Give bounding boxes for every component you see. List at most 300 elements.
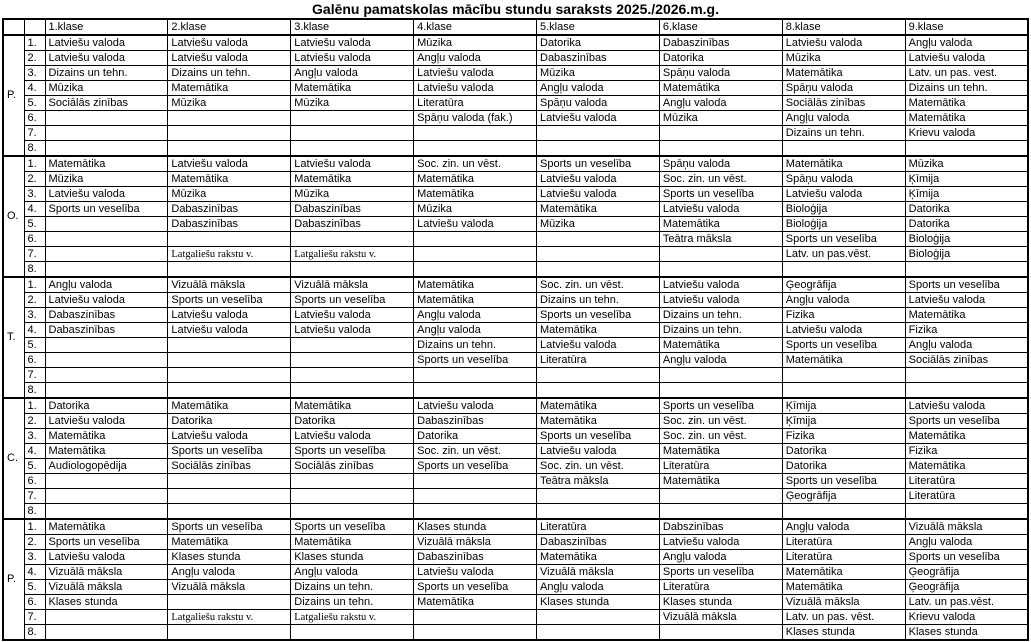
- timetable-table: [2, 18, 1029, 641]
- subject-cell: Mūzika: [168, 96, 291, 111]
- subject-cell: Angļu valoda: [168, 565, 291, 580]
- subject-cell: Matemātika: [782, 66, 905, 81]
- subject-cell: [45, 141, 168, 157]
- subject-cell: Dabaszinības: [291, 202, 414, 217]
- subject-cell: Sports un veselība: [537, 308, 660, 323]
- subject-cell: Ģeogrāfija: [905, 580, 1028, 595]
- subject-cell: Literatūra: [537, 353, 660, 368]
- subject-cell: Latviešu valoda: [537, 187, 660, 202]
- subject-cell: [414, 610, 537, 625]
- subject-cell: Ķīmija: [782, 398, 905, 414]
- subject-cell: Vizuālā māksla: [905, 519, 1028, 535]
- subject-cell: [168, 368, 291, 383]
- subject-cell: Bioloģija: [782, 202, 905, 217]
- period-number: 8.: [24, 383, 45, 399]
- subject-cell: Dizains un tehn.: [659, 308, 782, 323]
- period-number: 2.: [24, 293, 45, 308]
- subject-cell: [168, 232, 291, 247]
- subject-cell: Soc. zin. un vēst.: [537, 277, 660, 293]
- subject-cell: Spāņu valoda: [537, 96, 660, 111]
- subject-cell: Latv. un pas.vēst.: [782, 247, 905, 262]
- day-label: T.: [3, 277, 24, 398]
- subject-cell: Sociālās zinības: [45, 96, 168, 111]
- subject-cell: Literatūra: [782, 535, 905, 550]
- header-row: [3, 19, 1028, 35]
- subject-cell: Dabaszinības: [659, 35, 782, 51]
- subject-cell: Fizika: [905, 323, 1028, 338]
- subject-cell: [537, 383, 660, 399]
- subject-cell: [45, 489, 168, 504]
- period-number: 2.: [24, 51, 45, 66]
- subject-cell: Dabszinības: [659, 519, 782, 535]
- subject-cell: Spāņu valoda (fak.): [414, 111, 537, 126]
- subject-cell: Matemātika: [168, 398, 291, 414]
- subject-cell: Latv. un pas.vēst.: [905, 595, 1028, 610]
- subject-cell: [168, 504, 291, 520]
- subject-cell: Matemātika: [291, 81, 414, 96]
- period-row: [3, 217, 1028, 232]
- subject-cell: Matemātika: [45, 156, 168, 172]
- subject-cell: Soc. zin. un vēst.: [659, 414, 782, 429]
- period-number: 1.: [24, 398, 45, 414]
- subject-cell: Matemātika: [905, 459, 1028, 474]
- subject-cell: [905, 141, 1028, 157]
- period-number: 8.: [24, 262, 45, 278]
- subject-cell: Matemātika: [782, 580, 905, 595]
- subject-cell: Angļu valoda: [414, 323, 537, 338]
- period-number: 4.: [24, 81, 45, 96]
- subject-cell: Latviešu valoda: [291, 156, 414, 172]
- subject-cell: Latviešu valoda: [291, 35, 414, 51]
- subject-cell: Mūzika: [414, 202, 537, 217]
- subject-cell: Matemātika: [291, 535, 414, 550]
- subject-cell: Vizuālā māksla: [537, 565, 660, 580]
- subject-cell: Latviešu valoda: [168, 323, 291, 338]
- subject-cell: Dabaszinības: [168, 202, 291, 217]
- subject-cell: [291, 232, 414, 247]
- subject-cell: Soc. zin. un vēst.: [659, 429, 782, 444]
- subject-cell: Sports un veselība: [905, 550, 1028, 565]
- period-row: [3, 81, 1028, 96]
- subject-cell: [168, 625, 291, 641]
- subject-cell: Matemātika: [168, 172, 291, 187]
- subject-cell: [414, 383, 537, 399]
- subject-cell: Angļu valoda: [659, 550, 782, 565]
- subject-cell: Latv. un pas. vest.: [905, 66, 1028, 81]
- subject-cell: [537, 504, 660, 520]
- period-number: 6.: [24, 232, 45, 247]
- subject-cell: Latviešu valoda: [168, 156, 291, 172]
- subject-cell: Klases stunda: [782, 625, 905, 641]
- subject-cell: Sports un veselība: [414, 353, 537, 368]
- subject-cell: Latviešu valoda: [45, 35, 168, 51]
- period-row: [3, 66, 1028, 81]
- column-header: 9.klase: [905, 19, 1028, 35]
- subject-cell: Vizuālā māksla: [659, 610, 782, 625]
- subject-cell: Vizuālā māksla: [45, 565, 168, 580]
- subject-cell: [291, 111, 414, 126]
- subject-cell: Latviešu valoda: [537, 444, 660, 459]
- period-row: [3, 232, 1028, 247]
- subject-cell: Dizains un tehn.: [782, 126, 905, 141]
- subject-cell: [168, 474, 291, 489]
- subject-cell: Matemātika: [414, 187, 537, 202]
- subject-cell: [659, 262, 782, 278]
- subject-cell: Latviešu valoda: [414, 81, 537, 96]
- subject-cell: [45, 625, 168, 641]
- subject-cell: Mūzika: [45, 172, 168, 187]
- subject-cell: [45, 610, 168, 625]
- subject-cell: Spāņu valoda: [782, 172, 905, 187]
- column-header: 6.klase: [659, 19, 782, 35]
- subject-cell: Latviešu valoda: [414, 398, 537, 414]
- subject-cell: [291, 338, 414, 353]
- subject-cell: Klases stunda: [537, 595, 660, 610]
- subject-cell: [537, 247, 660, 262]
- day-block-1: [3, 35, 1028, 156]
- subject-cell: Latviešu valoda: [659, 277, 782, 293]
- period-number: 7.: [24, 489, 45, 504]
- subject-cell: [659, 625, 782, 641]
- period-row: [3, 565, 1028, 580]
- subject-cell: Latviešu valoda: [659, 293, 782, 308]
- subject-cell: [659, 383, 782, 399]
- subject-cell: [905, 262, 1028, 278]
- subject-cell: Matemātika: [905, 111, 1028, 126]
- subject-cell: Dizains un tehn.: [659, 323, 782, 338]
- subject-cell: [45, 126, 168, 141]
- period-row: [3, 504, 1028, 520]
- subject-cell: [782, 368, 905, 383]
- subject-cell: Sports un veselība: [45, 535, 168, 550]
- day-block-3: [3, 277, 1028, 398]
- subject-cell: Matemātika: [414, 277, 537, 293]
- period-row: [3, 308, 1028, 323]
- period-row: [3, 459, 1028, 474]
- subject-cell: Datorika: [905, 217, 1028, 232]
- subject-cell: Fizika: [782, 429, 905, 444]
- period-row: [3, 368, 1028, 383]
- subject-cell: [537, 232, 660, 247]
- subject-cell: [45, 262, 168, 278]
- subject-cell: [782, 262, 905, 278]
- subject-cell: Mūzika: [537, 66, 660, 81]
- day-label: P.: [3, 35, 24, 156]
- subject-cell: Klases stunda: [905, 625, 1028, 641]
- subject-cell: Latviešu valoda: [45, 187, 168, 202]
- subject-cell: Sports un veselība: [905, 414, 1028, 429]
- subject-cell: Matemātika: [414, 293, 537, 308]
- subject-cell: Latviešu valoda: [168, 308, 291, 323]
- subject-cell: [45, 111, 168, 126]
- subject-cell: [782, 383, 905, 399]
- subject-cell: [414, 262, 537, 278]
- subject-cell: Dabaszinības: [414, 550, 537, 565]
- subject-cell: Matemātika: [291, 172, 414, 187]
- subject-cell: Mūzika: [45, 81, 168, 96]
- period-row: [3, 141, 1028, 157]
- subject-cell: Dizains un tehn.: [45, 66, 168, 81]
- subject-cell: [414, 247, 537, 262]
- subject-cell: Literatūra: [414, 96, 537, 111]
- period-number: 5.: [24, 338, 45, 353]
- subject-cell: Spāņu valoda: [659, 156, 782, 172]
- subject-cell: Ķīmija: [905, 187, 1028, 202]
- period-number: 3.: [24, 550, 45, 565]
- subject-cell: Sports un veselība: [414, 459, 537, 474]
- subject-cell: Mūzika: [291, 187, 414, 202]
- subject-cell: Bioloģija: [782, 217, 905, 232]
- period-number: 6.: [24, 595, 45, 610]
- subject-cell: Sports un veselība: [782, 474, 905, 489]
- subject-cell: Angļu valoda: [291, 565, 414, 580]
- subject-cell: Krievu valoda: [905, 610, 1028, 625]
- subject-cell: Latviešu valoda: [291, 323, 414, 338]
- subject-cell: [537, 489, 660, 504]
- subject-cell: [414, 141, 537, 157]
- period-row: [3, 293, 1028, 308]
- corner-day-header: [3, 19, 24, 35]
- subject-cell: Sociālās zinības: [168, 459, 291, 474]
- subject-cell: Angļu valoda: [905, 535, 1028, 550]
- subject-cell: Matemātika: [659, 81, 782, 96]
- subject-cell: Matemātika: [782, 565, 905, 580]
- subject-cell: Sports un veselība: [291, 519, 414, 535]
- subject-cell: Angļu valoda: [414, 51, 537, 66]
- subject-cell: [659, 368, 782, 383]
- subject-cell: Sports un veselība: [168, 293, 291, 308]
- day-block-4: [3, 398, 1028, 519]
- subject-cell: Mūzika: [537, 217, 660, 232]
- subject-cell: Dabaszinības: [537, 535, 660, 550]
- subject-cell: [168, 126, 291, 141]
- column-header: 1.klase: [45, 19, 168, 35]
- subject-cell: Angļu valoda: [905, 35, 1028, 51]
- subject-cell: Dabaszinības: [168, 217, 291, 232]
- subject-cell: Teātra māksla: [537, 474, 660, 489]
- period-number: 3.: [24, 66, 45, 81]
- period-number: 1.: [24, 156, 45, 172]
- subject-cell: Latgaliešu rakstu v.: [291, 247, 414, 262]
- subject-cell: [537, 625, 660, 641]
- subject-cell: [168, 111, 291, 126]
- period-row: [3, 519, 1028, 535]
- subject-cell: Latviešu valoda: [291, 308, 414, 323]
- subject-cell: Mūzika: [414, 35, 537, 51]
- subject-cell: Latviešu valoda: [414, 217, 537, 232]
- subject-cell: Sports un veselība: [537, 429, 660, 444]
- period-number: 4.: [24, 202, 45, 217]
- subject-cell: Latviešu valoda: [45, 550, 168, 565]
- column-header: 8.klase: [782, 19, 905, 35]
- subject-cell: Matemātika: [782, 353, 905, 368]
- subject-cell: Sports un veselība: [291, 444, 414, 459]
- subject-cell: [659, 247, 782, 262]
- subject-cell: Sports un veselība: [291, 293, 414, 308]
- subject-cell: Datorika: [537, 35, 660, 51]
- page-title: Galēnu pamatskolas mācību stundu saraksts 2025./2026.m.g.: [312, 1, 719, 17]
- subject-cell: Angļu valoda: [659, 353, 782, 368]
- period-row: [3, 338, 1028, 353]
- subject-cell: [414, 474, 537, 489]
- period-number: 3.: [24, 429, 45, 444]
- period-row: [3, 535, 1028, 550]
- period-number: 6.: [24, 474, 45, 489]
- subject-cell: Literatūra: [782, 550, 905, 565]
- period-row: [3, 625, 1028, 641]
- subject-cell: Sports un veselība: [414, 580, 537, 595]
- subject-cell: Sports un veselība: [659, 565, 782, 580]
- subject-cell: Datorika: [45, 398, 168, 414]
- subject-cell: [537, 126, 660, 141]
- subject-cell: Klases stunda: [45, 595, 168, 610]
- period-number: 2.: [24, 414, 45, 429]
- timetable-header: [3, 19, 1028, 35]
- subject-cell: Datorika: [168, 414, 291, 429]
- subject-cell: Latviešu valoda: [782, 35, 905, 51]
- subject-cell: Matemātika: [659, 444, 782, 459]
- subject-cell: [291, 474, 414, 489]
- period-number: 4.: [24, 565, 45, 580]
- subject-cell: [291, 383, 414, 399]
- period-row: [3, 353, 1028, 368]
- subject-cell: Dizains un tehn.: [537, 293, 660, 308]
- subject-cell: [168, 338, 291, 353]
- subject-cell: Fizika: [905, 444, 1028, 459]
- subject-cell: Literatūra: [905, 489, 1028, 504]
- period-row: [3, 35, 1028, 51]
- period-row: [3, 414, 1028, 429]
- subject-cell: Matemātika: [537, 550, 660, 565]
- subject-cell: Matemātika: [782, 156, 905, 172]
- period-number: 7.: [24, 247, 45, 262]
- period-row: [3, 398, 1028, 414]
- subject-cell: Angļu valoda: [537, 580, 660, 595]
- subject-cell: [291, 141, 414, 157]
- subject-cell: [45, 247, 168, 262]
- subject-cell: [45, 474, 168, 489]
- period-number: 8.: [24, 504, 45, 520]
- subject-cell: Sports un veselība: [659, 187, 782, 202]
- subject-cell: [414, 126, 537, 141]
- subject-cell: Sports un veselība: [168, 444, 291, 459]
- period-row: [3, 323, 1028, 338]
- subject-cell: Literatūra: [537, 519, 660, 535]
- subject-cell: Angļu valoda: [782, 519, 905, 535]
- subject-cell: [537, 262, 660, 278]
- subject-cell: Klases stunda: [414, 519, 537, 535]
- period-row: [3, 111, 1028, 126]
- subject-cell: Vizuālā māksla: [291, 277, 414, 293]
- subject-cell: Latviešu valoda: [414, 565, 537, 580]
- subject-cell: [414, 504, 537, 520]
- subject-cell: Dabaszinības: [45, 308, 168, 323]
- subject-cell: Datorika: [782, 459, 905, 474]
- subject-cell: Mūzika: [168, 187, 291, 202]
- subject-cell: Matemātika: [45, 429, 168, 444]
- subject-cell: [45, 338, 168, 353]
- period-number: 8.: [24, 141, 45, 157]
- subject-cell: Dizains un tehn.: [414, 338, 537, 353]
- subject-cell: Dizains un tehn.: [291, 595, 414, 610]
- subject-cell: Sports un veselība: [782, 232, 905, 247]
- subject-cell: [905, 368, 1028, 383]
- subject-cell: Matemātika: [168, 535, 291, 550]
- subject-cell: Vizuālā māksla: [782, 595, 905, 610]
- subject-cell: [45, 368, 168, 383]
- subject-cell: Mūzika: [905, 156, 1028, 172]
- subject-cell: Fizika: [782, 308, 905, 323]
- subject-cell: Latviešu valoda: [905, 51, 1028, 66]
- subject-cell: Bioloģija: [905, 247, 1028, 262]
- subject-cell: [414, 489, 537, 504]
- subject-cell: [168, 383, 291, 399]
- subject-cell: Latviešu valoda: [659, 535, 782, 550]
- subject-cell: Vizuālā māksla: [168, 277, 291, 293]
- subject-cell: Klases stunda: [659, 595, 782, 610]
- period-row: [3, 156, 1028, 172]
- subject-cell: Latviešu valoda: [168, 429, 291, 444]
- period-number: 1.: [24, 519, 45, 535]
- subject-cell: [905, 383, 1028, 399]
- subject-cell: Matemātika: [659, 217, 782, 232]
- subject-cell: Sports un veselība: [905, 277, 1028, 293]
- subject-cell: [45, 353, 168, 368]
- period-number: 7.: [24, 610, 45, 625]
- period-row: [3, 126, 1028, 141]
- subject-cell: Latviešu valoda: [45, 293, 168, 308]
- subject-cell: Spāņu valoda: [782, 81, 905, 96]
- subject-cell: [291, 353, 414, 368]
- subject-cell: Latviešu valoda: [537, 111, 660, 126]
- subject-cell: Sports un veselība: [168, 519, 291, 535]
- period-number: 6.: [24, 111, 45, 126]
- subject-cell: Mūzika: [291, 96, 414, 111]
- subject-cell: [414, 368, 537, 383]
- subject-cell: Latviešu valoda: [168, 35, 291, 51]
- day-label: O.: [3, 156, 24, 277]
- subject-cell: [537, 368, 660, 383]
- subject-cell: Matemātika: [537, 323, 660, 338]
- subject-cell: Angļu valoda: [414, 308, 537, 323]
- subject-cell: Dizains un tehn.: [291, 580, 414, 595]
- subject-cell: Sports un veselība: [45, 202, 168, 217]
- subject-cell: Angļu valoda: [782, 293, 905, 308]
- subject-cell: Latviešu valoda: [905, 293, 1028, 308]
- subject-cell: Latviešu valoda: [659, 202, 782, 217]
- period-row: [3, 444, 1028, 459]
- period-row: [3, 383, 1028, 399]
- period-row: [3, 580, 1028, 595]
- subject-cell: Matemātika: [537, 398, 660, 414]
- period-row: [3, 247, 1028, 262]
- period-row: [3, 595, 1028, 610]
- subject-cell: [659, 489, 782, 504]
- subject-cell: Matemātika: [659, 338, 782, 353]
- subject-cell: Angļu valoda: [782, 111, 905, 126]
- subject-cell: Soc. zin. un vēst.: [537, 459, 660, 474]
- subject-cell: Latviešu valoda: [291, 51, 414, 66]
- subject-cell: Matemātika: [905, 96, 1028, 111]
- subject-cell: Vizuālā māksla: [168, 580, 291, 595]
- subject-cell: Spāņu valoda: [659, 66, 782, 81]
- subject-cell: Angļu valoda: [45, 277, 168, 293]
- subject-cell: [537, 141, 660, 157]
- subject-cell: Ķīmija: [782, 414, 905, 429]
- subject-cell: Soc. zin. un vēst.: [414, 444, 537, 459]
- column-header: 3.klase: [291, 19, 414, 35]
- period-row: [3, 429, 1028, 444]
